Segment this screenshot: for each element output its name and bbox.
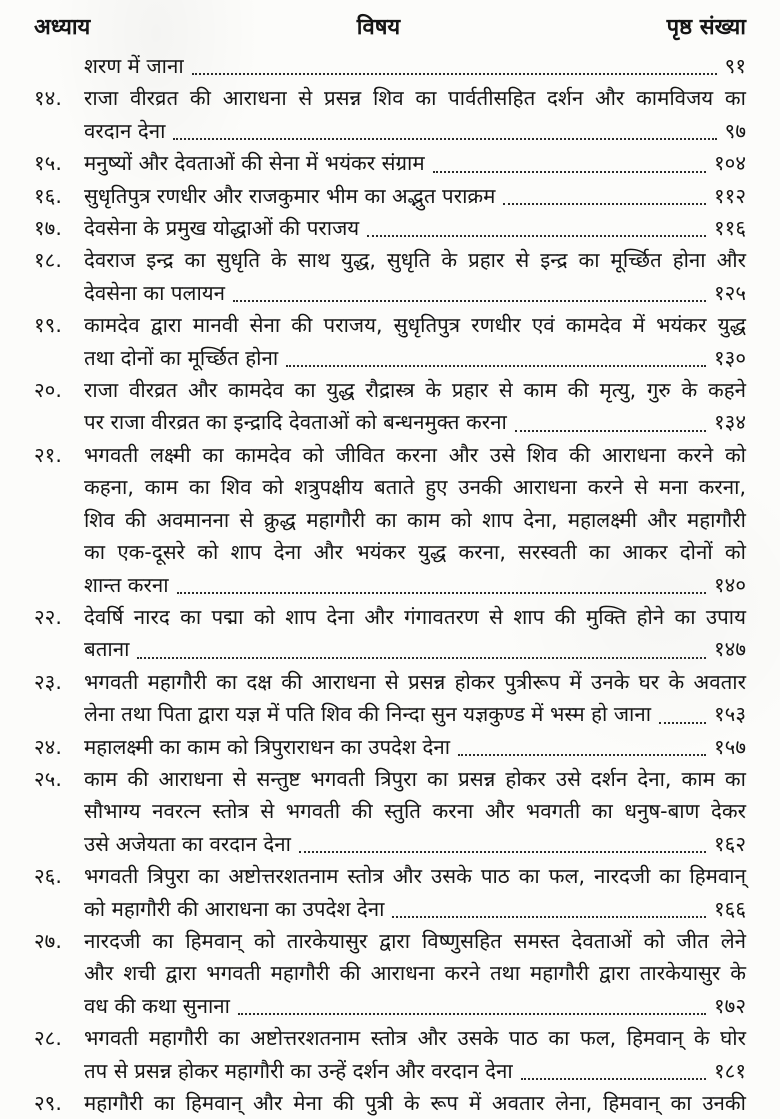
entry-last-line xyxy=(84,50,746,82)
entry-last-line xyxy=(84,180,746,212)
entry-body xyxy=(84,763,746,860)
entry-text: बताना xyxy=(84,637,130,662)
chapter-number: २०. xyxy=(34,378,62,403)
entry-last-line xyxy=(84,731,746,763)
header-subject-label: विषय xyxy=(356,15,401,40)
entry-text: वरदान देना xyxy=(84,118,166,143)
entry-text: कहना, काम का शिव को शत्रुपक्षीय बताते हुए उनकी आराधना करने से मना करना, xyxy=(84,475,746,500)
entry-text: शान्त करना xyxy=(84,572,169,597)
dot-leader xyxy=(137,657,706,659)
header-chapter-label: अध्याय xyxy=(34,15,91,40)
toc-entry xyxy=(34,763,746,860)
chapter-number: १५. xyxy=(34,151,62,176)
entry-text: शिव की अवमानना से क्रुद्ध महागौरी का काम को शाप देना, महालक्ष्मी और महागौरी xyxy=(84,507,746,532)
entry-text: कामदेव द्वारा मानवी सेना की पराजय, सुधृतिपुत्र रणधीर एवं कामदेव में भयंकर युद्ध xyxy=(84,313,746,338)
entry-last-line xyxy=(84,342,746,374)
toc-entry xyxy=(34,244,746,309)
toc-entry xyxy=(34,666,746,731)
entry-text: देवसेना के प्रमुख योद्धाओं की पराजय xyxy=(84,216,360,241)
chapter-number: २९. xyxy=(34,1091,62,1115)
toc-entry xyxy=(34,925,746,1022)
dot-leader xyxy=(177,592,706,594)
entry-last-line xyxy=(84,115,746,147)
toc-entry xyxy=(34,1022,746,1087)
toc-entry xyxy=(34,82,746,147)
entry-text: देवर्षि नारद का पद्मा को शाप देना और गंगावतरण से शाप की मुक्ति होने का उपाय xyxy=(84,604,746,629)
entry-text: का एक-दूसरे को शाप देना और भयंकर युद्ध करना, सरस्वती का आकर दोनों को xyxy=(84,540,746,565)
page-number: ९१ xyxy=(724,54,746,78)
toc-entry xyxy=(34,50,746,82)
entry-last-line xyxy=(84,990,746,1022)
entry-text: तप से प्रसन्न होकर महागौरी का उन्हें दर्शन और वरदान देना xyxy=(84,1058,513,1083)
entry-last-line xyxy=(84,212,746,244)
entry-last-line xyxy=(84,633,746,665)
page-number: १४७ xyxy=(714,637,746,662)
entry-text: भगवती लक्ष्मी का कामदेव को जीवित करना और उसे शिव की आराधना करने को xyxy=(84,442,746,467)
entry-body xyxy=(84,244,746,309)
entry-last-line xyxy=(84,698,746,730)
toc-entry xyxy=(34,1087,746,1119)
dot-leader xyxy=(659,722,706,724)
toc-entry xyxy=(34,147,746,179)
entry-text: नारदजी का हिमवान् को तारकेयासुर द्वारा विष्णुसहित समस्त देवताओं को जीत लेने xyxy=(84,928,746,953)
header-page-label: पृष्ठ संख्या xyxy=(666,15,746,40)
dot-leader xyxy=(367,235,706,237)
entry-text: राजा वीरव्रत और कामदेव का युद्ध रौद्रास्त्र के प्रहार से काम की मृत्यु, गुरु के कहने xyxy=(84,378,746,403)
dot-leader xyxy=(238,1013,706,1015)
dot-leader xyxy=(433,171,706,173)
entry-body xyxy=(84,147,746,179)
entry-text: लेना तथा पिता द्वारा यज्ञ में पति शिव की निन्दा सुन यज्ञकुण्ड में भस्म हो जाना xyxy=(84,702,652,727)
entry-last-line xyxy=(84,1055,746,1087)
toc-entry xyxy=(34,374,746,439)
chapter-number: २४. xyxy=(34,734,62,759)
entry-text: वध की कथा सुनाना xyxy=(84,993,230,1018)
entry-text: तथा दोनों का मूर्च्छित होना xyxy=(84,345,279,370)
dot-leader xyxy=(299,851,706,853)
entry-body xyxy=(84,50,746,82)
entry-body xyxy=(84,925,746,1022)
page-number: १२५ xyxy=(714,280,746,305)
entry-text: भगवती महागौरी का दक्ष की आराधना से प्रसन्न होकर पुत्रीरूप में उनके घर के अवतार xyxy=(84,669,746,694)
entry-last-line xyxy=(84,277,746,309)
chapter-number: २१. xyxy=(34,442,62,467)
chapter-number: २३. xyxy=(34,669,62,694)
entry-text: शरण में जाना xyxy=(84,54,184,78)
toc-entry xyxy=(34,309,746,374)
entry-body xyxy=(84,180,746,212)
entry-text: काम की आराधना से सन्तुष्ट भगवती त्रिपुरा का प्रसन्न होकर उसे दर्शन देना, काम का xyxy=(84,766,746,791)
entry-body xyxy=(84,1087,746,1119)
page-number: ११६ xyxy=(714,216,746,241)
page-number: १७२ xyxy=(714,993,746,1018)
dot-leader xyxy=(233,300,706,302)
entry-text: सौभाग्य नवरत्न स्तोत्र से भगवती की स्तुति करना और भवगती का धनुष-बाण देकर xyxy=(84,799,746,824)
entry-text: सुधृतिपुत्र रणधीर और राजकुमार भीम का अद्भुत पराक्रम xyxy=(84,183,496,208)
chapter-number: २७. xyxy=(34,928,62,953)
page-number: १०४ xyxy=(714,151,746,176)
dot-leader xyxy=(515,430,706,432)
entry-body xyxy=(84,439,746,601)
entry-text: भगवती महागौरी का अष्टोत्तरशतनाम स्तोत्र और उसके पाठ का फल, हिमवान् के घोर xyxy=(84,1026,746,1051)
chapter-number: २६. xyxy=(34,864,62,889)
chapter-number: १९. xyxy=(34,313,62,338)
page-number: ११२ xyxy=(714,183,746,208)
chapter-number: २५. xyxy=(34,766,62,791)
chapter-number: १४. xyxy=(34,86,62,111)
toc-entry xyxy=(34,212,746,244)
entry-text: भगवती त्रिपुरा का अष्टोत्तरशतनाम स्तोत्र और उसके पाठ का फल, नारदजी का हिमवान् xyxy=(84,864,746,889)
entry-text: राजा वीरव्रत की आराधना से प्रसन्न शिव का पार्वतीसहित दर्शन और कामविजय का xyxy=(84,86,746,111)
entry-text: को महागौरी की आराधना का उपदेश देना xyxy=(84,896,385,921)
page-number: १६२ xyxy=(714,831,746,856)
toc-entry xyxy=(34,731,746,763)
entry-last-line xyxy=(84,147,746,179)
page-number: १५३ xyxy=(714,702,746,727)
entry-text: और शची द्वारा भगवती महागौरी की आराधना करने तथा महागौरी द्वारा तारकेयासुर के xyxy=(84,961,746,986)
dot-leader xyxy=(392,916,706,918)
dot-leader xyxy=(286,365,706,367)
dot-leader xyxy=(173,138,716,140)
page-number: १८१ xyxy=(714,1058,746,1083)
toc-entry xyxy=(34,439,746,601)
page-number: १४० xyxy=(714,572,746,597)
dot-leader xyxy=(458,754,706,756)
entry-last-line xyxy=(84,893,746,925)
toc-entry xyxy=(34,860,746,925)
entry-last-line xyxy=(84,406,746,438)
page-number: ९७ xyxy=(724,118,746,143)
entry-body xyxy=(84,82,746,147)
entry-body xyxy=(84,731,746,763)
entry-text: मनुष्यों और देवताओं की सेना में भयंकर संग्राम xyxy=(84,151,425,176)
toc-entries xyxy=(34,50,746,1119)
entry-body xyxy=(84,1022,746,1087)
entry-text: पर राजा वीरव्रत का इन्द्रादि देवताओं को बन्धनमुक्त करना xyxy=(84,410,507,435)
entry-text: उसे अजेयता का वरदान देना xyxy=(84,831,291,856)
chapter-number: १६. xyxy=(34,183,62,208)
entry-body xyxy=(84,666,746,731)
chapter-number xyxy=(34,50,84,82)
entry-body xyxy=(84,860,746,925)
entry-text: देवराज इन्द्र का सुधृति के साथ युद्ध, सुधृति के प्रहार से इन्द्र का मूर्च्छित होना और xyxy=(84,248,746,273)
dot-leader xyxy=(521,1078,706,1080)
entry-text: देवसेना का पलायन xyxy=(84,280,226,305)
entry-body xyxy=(84,374,746,439)
chapter-number: २२. xyxy=(34,604,62,629)
entry-text: महागौरी का हिमवान् और मेना की पुत्री के रूप में अवतार लेना, हिमवान् का उनकी xyxy=(84,1091,746,1115)
dot-leader xyxy=(503,203,706,205)
entry-last-line xyxy=(84,569,746,601)
toc-entry xyxy=(34,180,746,212)
page-number: १३० xyxy=(714,345,746,370)
chapter-number: १७. xyxy=(34,216,62,241)
dot-leader xyxy=(192,73,717,75)
page-number: १५७ xyxy=(714,734,746,759)
page-number: १३४ xyxy=(714,410,746,435)
entry-body xyxy=(84,212,746,244)
chapter-number: १८. xyxy=(34,248,62,273)
toc-entry xyxy=(34,601,746,666)
entry-last-line xyxy=(84,828,746,860)
entry-text: महालक्ष्मी का काम को त्रिपुराराधन का उपदेश देना xyxy=(84,734,451,759)
page-number: १६६ xyxy=(714,896,746,921)
chapter-number: २८. xyxy=(34,1026,62,1051)
entry-body xyxy=(84,309,746,374)
toc-header xyxy=(34,12,746,44)
entry-body xyxy=(84,601,746,666)
